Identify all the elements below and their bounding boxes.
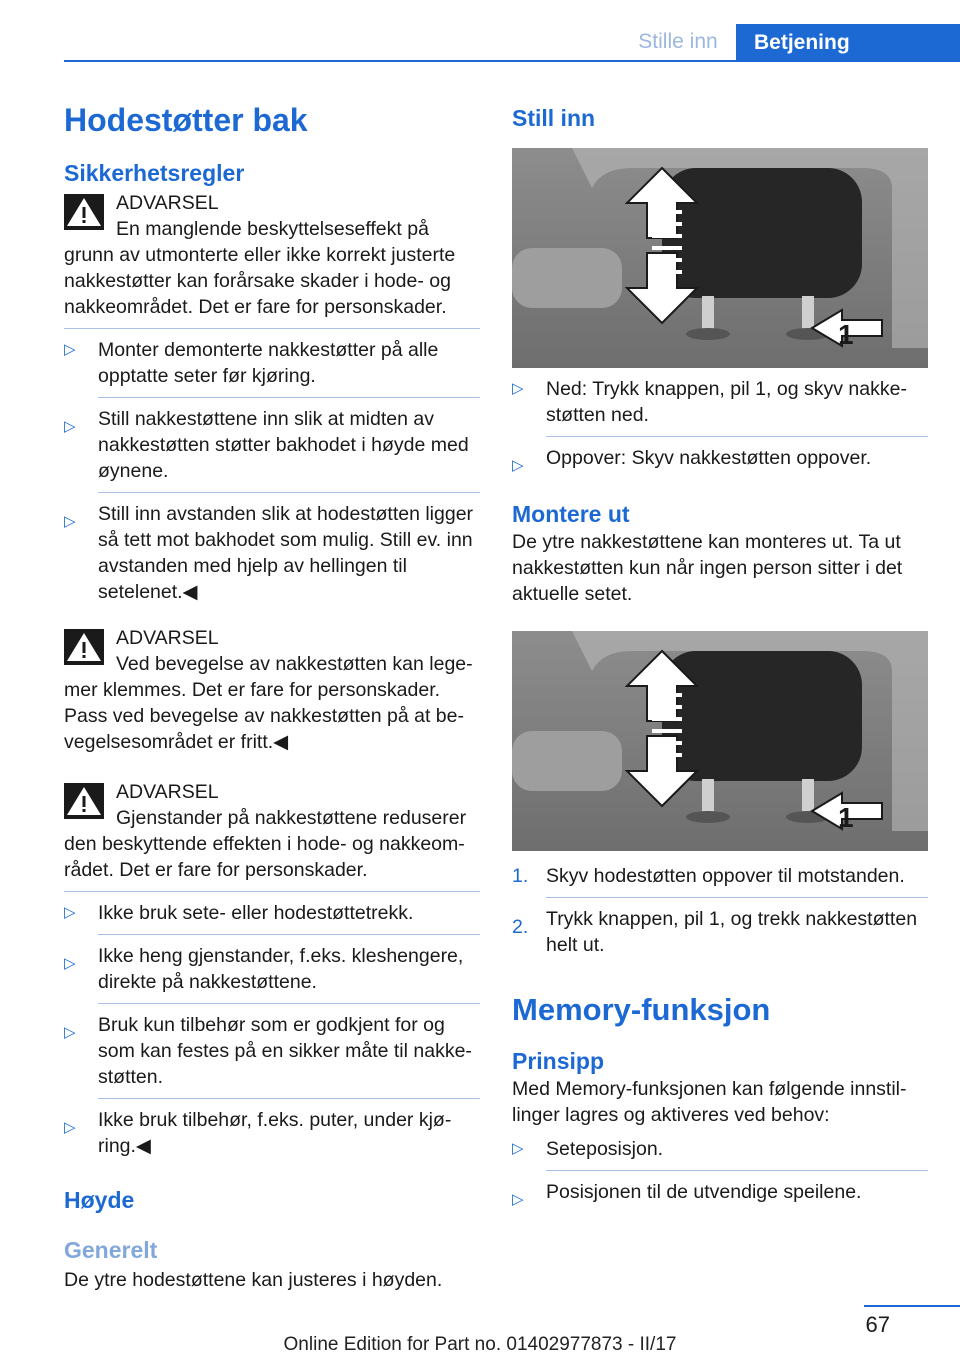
section-heading-safety: Sikkerhetsregler [64, 160, 245, 186]
list-item: ▷ Oppover: Skyv nakkestøtten oppover. [512, 436, 928, 471]
list-item: ▷ Still nakkestøttene inn slik at midten av nakkestøtten støtter bakhodet i høyde med øynene. [64, 397, 480, 484]
warning-text: Gjenstander på nakkestøttene reduserer den beskyttende effekten i hode- og nakkeområdet. Det er fare for personskader. [64, 807, 467, 881]
section-heading-adjust: Still inn [512, 105, 596, 131]
triangle-bullet-icon: ▷ [64, 955, 76, 972]
triangle-bullet-icon: ▷ [64, 341, 76, 358]
warning-title: ADVARSEL [116, 781, 219, 803]
triangle-bullet-icon: ▷ [64, 513, 76, 530]
warning-title: ADVARSEL [116, 627, 219, 649]
list-item: ▷ Ikke bruk sete- eller hodestøttetrekk. [64, 902, 414, 924]
warning-block-2 [64, 625, 480, 755]
step-item: 1. Skyv hodestøtten oppover til motstanden. [512, 865, 905, 887]
paragraph-remove: De ytre nakkestøttene kan monteres ut. Ta ut nakkestøtten kun når ingen person sitter i det aktuelle setet. [512, 531, 903, 605]
warning-triangle-icon [64, 194, 104, 230]
edition-footer: Online Edition for Part no. 01402977873 - II/17 [283, 1334, 677, 1355]
warning-text: En manglende beskyttelseseffekt på grunn av utmonterte eller ikke korrekt justerte nakkestøtter kan forårsake skader i hode- og nakkeområdet. Det er fare for personskader. [64, 218, 456, 318]
triangle-bullet-icon: ▷ [512, 457, 524, 474]
figure-label-1: 1 [838, 319, 854, 350]
triangle-bullet-icon: ▷ [512, 1140, 524, 1157]
warning-text: Ved bevegelse av nakkestøtten kan legemer klemmes. Det er fare for personskader. Pass ved bevegelse av nakkestøtten på at bevegelsesområdet er fritt.◀ [64, 653, 473, 753]
page-title: Hodestøtter bak [64, 102, 308, 138]
subsection-heading-general: Generelt [64, 1237, 158, 1263]
remove-steps [512, 863, 928, 958]
list-item: ▷ Still inn avstanden slik at hodestøtten ligger så tett mot bakhodet som mulig. Still ev. inn avstanden med hjelp av hellingen til setelenet.◀ [64, 492, 480, 605]
paragraph-general: De ytre hodestøttene kan justeres i høyden. [64, 1269, 443, 1291]
page-number-rule [864, 1305, 960, 1307]
list-item: ▷ Posisjonen til de utvendige speilene. [512, 1170, 928, 1205]
triangle-bullet-icon: ▷ [64, 904, 76, 921]
warning-block-3 [64, 779, 480, 883]
triangle-bullet-icon: ▷ [512, 380, 524, 397]
list-item: ▷ Monter demonterte nakkestøtter på alle opptatte seter før kjøring. [64, 339, 439, 387]
list-item: ▷ Seteposisjon. [512, 1138, 664, 1160]
triangle-bullet-icon: ▷ [64, 1119, 76, 1136]
safety-list-1 [64, 337, 480, 605]
warning-title: ADVARSEL [116, 192, 219, 214]
list-item: ▷ Ikke heng gjenstander, f.eks. kleshengere, direkte på nakkestøttene. [64, 934, 480, 995]
list-item: ▷ Ned: Trykk knappen, pil 1, og skyv nakkestøtten ned. [512, 378, 907, 426]
left-column [64, 96, 480, 1293]
memory-list [512, 1136, 928, 1208]
paragraph-principle: Med Memory-funksjonen kan følgende innstillinger lagres og aktiveres ved behov: [512, 1078, 907, 1126]
triangle-bullet-icon: ▷ [512, 1191, 524, 1208]
adjust-list [512, 376, 928, 474]
header-rule [64, 60, 960, 62]
triangle-bullet-icon: ▷ [64, 418, 76, 435]
headrest-figure-adjust [512, 148, 928, 368]
header-chapter-tab: Betjening [736, 24, 960, 62]
chapter-title-memory: Memory-funksjon [512, 992, 771, 1027]
step-item: 2. Trykk knappen, pil 1, og trekk nakkestøtten helt ut. [512, 897, 928, 958]
section-heading-remove: Montere ut [512, 501, 630, 527]
triangle-bullet-icon: ▷ [64, 1024, 76, 1041]
divider [64, 328, 480, 329]
divider [64, 891, 480, 892]
warning-triangle-icon [64, 783, 104, 819]
warning-triangle-icon [64, 629, 104, 665]
safety-list-2 [64, 900, 480, 1159]
right-column [512, 96, 928, 1208]
section-heading-principle: Prinsipp [512, 1048, 605, 1074]
header-section-label: Stille inn [638, 30, 718, 53]
list-item: ▷ Ikke bruk tilbehør, f.eks. puter, under kjøring.◀ [64, 1098, 480, 1159]
figure-label-1: 1 [838, 802, 854, 833]
list-item: ▷ Bruk kun tilbehør som er godkjent for og som kan festes på en sikker måte til nakkestøtten. [64, 1003, 480, 1090]
section-heading-height: Høyde [64, 1187, 135, 1213]
warning-block-1 [64, 190, 480, 320]
headrest-figure-remove [512, 631, 928, 851]
page-number: 67 [865, 1312, 890, 1337]
